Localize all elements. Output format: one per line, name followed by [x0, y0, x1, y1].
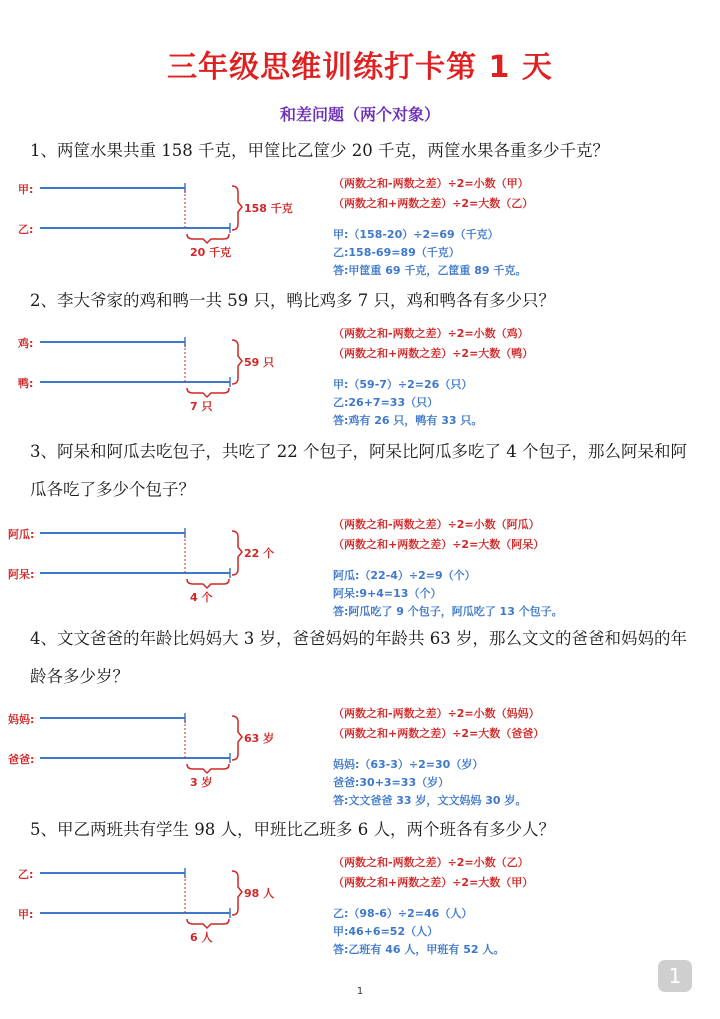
- answer-text: 答:鸡有 26 只，鸭有 33 只。: [333, 414, 483, 427]
- formula-small: （两数之和-两数之差）÷2=小数（阿瓜）: [333, 518, 540, 531]
- formula-large: （两数之和+两数之差）÷2=大数（阿呆）: [333, 538, 545, 551]
- segment-diagram-svg: [0, 865, 320, 965]
- solution-step-1: 甲:（158-20）÷2=69（千克）: [333, 228, 499, 241]
- solution-step-2: 爸爸:30+3=33（岁）: [333, 776, 450, 789]
- answer-text: 答:阿瓜吃了 9 个包子，阿瓜吃了 13 个包子。: [333, 605, 563, 618]
- question-text: 4、文文爸爸的年龄比妈妈大 3 岁，爸爸妈妈的年龄共 63 岁，那么文文的爸爸和妈妈的年龄各多少岁？: [30, 629, 687, 686]
- bar-label-top: 阿瓜:: [8, 528, 35, 541]
- line-diagram: [0, 180, 320, 280]
- bar-label-bottom: 甲:: [18, 908, 34, 921]
- bar-label-bottom: 鸭:: [18, 377, 34, 390]
- formula-small: （两数之和-两数之差）÷2=小数（妈妈）: [333, 707, 540, 720]
- solution-block: [333, 324, 703, 430]
- page-number: 1: [356, 986, 364, 997]
- page-badge[interactable]: 1: [658, 960, 692, 992]
- solution-block: [333, 704, 703, 810]
- page-subtitle: 和差问题（两个对象）: [279, 105, 440, 124]
- formula-large: （两数之和+两数之差）÷2=大数（鸭）: [333, 347, 534, 360]
- bar-label-top: 鸡:: [18, 337, 34, 350]
- segment-diagram-svg: [0, 334, 320, 434]
- bar-label-top: 妈妈:: [8, 713, 35, 726]
- difference-label: 4 个: [190, 591, 213, 604]
- formula-small: （两数之和-两数之差）÷2=小数（鸡）: [333, 327, 529, 340]
- bar-label-top: 甲:: [18, 183, 34, 196]
- bar-label-top: 乙:: [18, 868, 34, 881]
- total-label: 59 只: [244, 356, 275, 369]
- solution-step-2: 阿呆:9+4=13（个）: [333, 587, 442, 600]
- formula-small: （两数之和-两数之差）÷2=小数（甲）: [333, 177, 529, 190]
- bar-label-bottom: 乙:: [18, 223, 34, 236]
- question-text: 2、李大爷家的鸡和鸭一共 59 只，鸭比鸡多 7 只，鸡和鸭各有多少只？: [30, 291, 555, 310]
- question-text: 3、阿呆和阿瓜去吃包子，共吃了 22 个包子，阿呆比阿瓜多吃了 4 个包子，那么阿呆和阿瓜各吃了多少个包子？: [30, 442, 687, 499]
- solution-step-2: 乙:26+7=33（只）: [333, 396, 439, 409]
- bar-label-bottom: 阿呆:: [8, 568, 35, 581]
- total-label: 98 人: [244, 887, 275, 900]
- formula-small: （两数之和-两数之差）÷2=小数（乙）: [333, 856, 529, 869]
- answer-text: 答:甲筐重 69 千克，乙筐重 89 千克。: [333, 264, 527, 277]
- segment-diagram-svg: [0, 180, 320, 280]
- question-text: 5、甲乙两班共有学生 98 人，甲班比乙班多 6 人，两个班各有多少人？: [30, 820, 555, 839]
- solution-step-2: 乙:158-69=89（千克）: [333, 246, 460, 259]
- solution-step-2: 甲:46+6=52（人）: [333, 925, 439, 938]
- line-diagram: [0, 525, 320, 625]
- solution-block: [333, 515, 703, 621]
- solution-block: [333, 853, 703, 959]
- solution-block: [333, 174, 703, 280]
- total-label: 63 岁: [244, 732, 275, 745]
- total-label: 158 千克: [244, 202, 293, 215]
- difference-label: 7 只: [190, 400, 213, 413]
- segment-diagram-svg: [0, 710, 320, 810]
- bar-label-bottom: 爸爸:: [8, 753, 35, 766]
- page-title: 三年级思维训练打卡第 1 天: [167, 50, 553, 85]
- line-diagram: [0, 865, 320, 965]
- answer-text: 答:文文爸爸 33 岁，文文妈妈 30 岁。: [333, 794, 527, 807]
- solution-step-1: 妈妈:（63-3）÷2=30（岁）: [333, 758, 484, 771]
- solution-step-1: 阿瓜:（22-4）÷2=9（个）: [333, 569, 476, 582]
- difference-label: 3 岁: [190, 776, 213, 789]
- total-label: 22 个: [244, 547, 275, 560]
- question-text: 1、两筐水果共重 158 千克，甲筐比乙筐少 20 千克，两筐水果各重多少千克？: [30, 141, 609, 160]
- formula-large: （两数之和+两数之差）÷2=大数（甲）: [333, 876, 534, 889]
- formula-large: （两数之和+两数之差）÷2=大数（乙）: [333, 197, 534, 210]
- segment-diagram-svg: [0, 525, 320, 625]
- formula-large: （两数之和+两数之差）÷2=大数（爸爸）: [333, 727, 545, 740]
- solution-step-1: 乙:（98-6）÷2=46（人）: [333, 907, 473, 920]
- line-diagram: [0, 710, 320, 810]
- line-diagram: [0, 334, 320, 434]
- solution-step-1: 甲:（59-7）÷2=26（只）: [333, 378, 473, 391]
- difference-label: 6 人: [190, 931, 213, 944]
- difference-label: 20 千克: [190, 246, 232, 259]
- answer-text: 答:乙班有 46 人，甲班有 52 人。: [333, 943, 505, 956]
